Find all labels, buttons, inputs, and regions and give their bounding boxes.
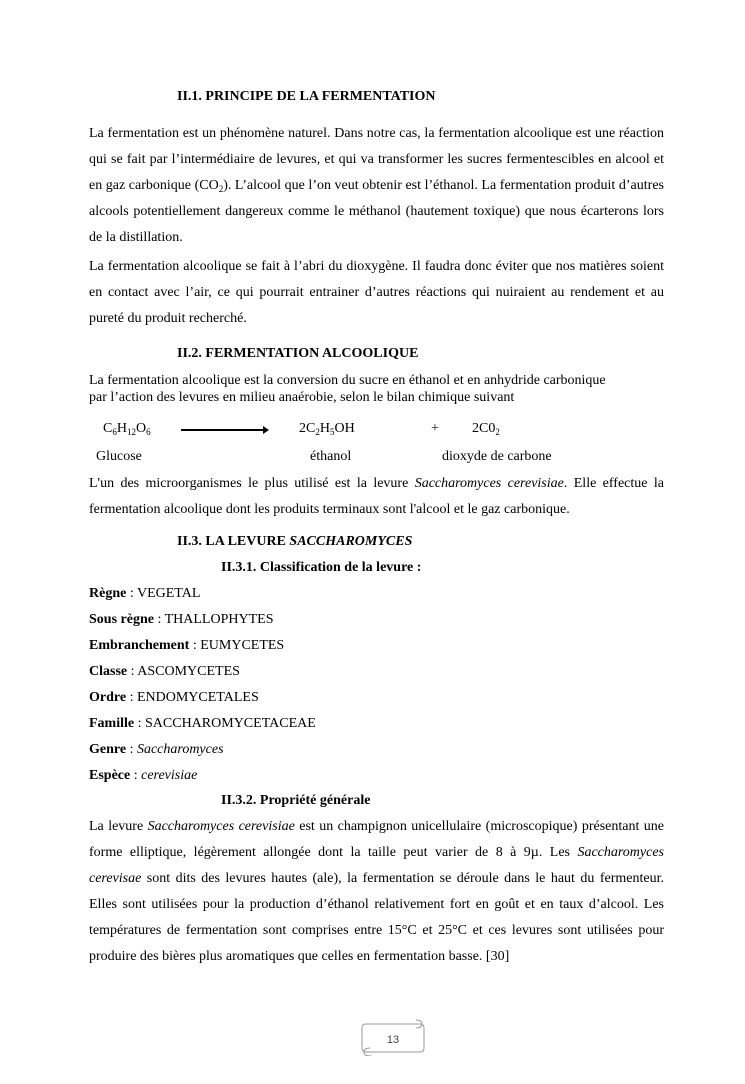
paragraph-text: La fermentation est un phénomène naturel. Dans notre cas, la fermentation alcoolique est une réaction qui se fait par l’intermédiaire de levures, et qui va transformer les sucres fermentescibles en alcool et en gaz carbonique (CO [89, 126, 664, 193]
paragraph-propriete [89, 814, 664, 970]
classification-separator: : [126, 690, 137, 705]
eq-symbol: 2C0 [472, 421, 496, 436]
classification-label: Règne [89, 586, 127, 601]
classification-label: Espèce [89, 768, 131, 783]
equation-plus: + [431, 421, 439, 436]
page-number-scroll [358, 1018, 428, 1056]
classification-value: ENDOMYCETALES [136, 690, 259, 705]
page-number: 13 [386, 1034, 400, 1046]
classification-value: THALLOPHYTES [164, 612, 274, 627]
eq-subscript: 6 [112, 427, 117, 437]
classification-separator: : [134, 716, 145, 731]
section-title-genus: SACCHAROMYCES [289, 534, 413, 549]
paragraph-fermentation-definition [89, 372, 664, 406]
classification-row-genre [89, 741, 224, 759]
eq-symbol: H [319, 421, 330, 436]
classification-value: ASCOMYCETES [137, 664, 240, 679]
paragraph-text: La fermentation alcoolique se fait à l’abri du dioxygène. Il faudra donc éviter que nos matières soient en contact avec l’air, ce qui pourrait entrainer d’autres réactions qui nuiraient au rendement et au pureté du produit recherché. [89, 259, 664, 326]
classification-row-espece [89, 767, 197, 785]
subsection-title-propriete: II.3.2. Propriété générale [221, 793, 371, 808]
classification-value: SACCHAROMYCETACEAE [145, 716, 316, 731]
classification-label: Embranchement [89, 638, 190, 653]
classification-label: Ordre [89, 690, 127, 705]
species-name: Saccharomyces cerevisae [89, 845, 664, 886]
eq-subscript: 2 [315, 427, 320, 437]
paragraph-text: est un champignon unicellulaire (microscopique) présentant une forme elliptique, légèrement allongée dont la taille peut varier de 8 à 9µ. Les [89, 819, 664, 860]
paragraph-line: par l’action des levures en milieu anaérobie, selon le bilan chimique suivant [89, 390, 515, 405]
classification-label: Famille [89, 716, 135, 731]
paragraph-microorganism [89, 471, 664, 523]
classification-row-ordre [89, 689, 259, 707]
eq-symbol: 2C [299, 421, 316, 436]
eq-subscript: 2 [495, 427, 500, 437]
paragraph-text: sont dits des levures hautes (ale), la fermentation se déroule dans le haut du fermenteur. Elles sont utilisées pour la production d’éthanol relativement fort en goût et en taux d’alcool. Les températures de fermentation sont comprises entre 15°C et 25°C et ces levures sont utilisées pour produire des bières plus aromatiques que celles en fermentation basse. [30] [89, 871, 664, 964]
classification-value: cerevisiae [141, 768, 198, 783]
eq-subscript: 6 [146, 427, 151, 437]
eq-symbol: H [116, 421, 127, 436]
eq-subscript: 12 [126, 427, 136, 437]
paragraph-text: . Elle effectue la fermentation alcoolique dont les produits terminaux sont l'alcool et le gaz carbonique. [89, 476, 664, 517]
classification-row-regne [89, 585, 200, 603]
classification-value: Saccharomyces [136, 742, 224, 757]
classification-row-sous-regne [89, 611, 273, 629]
classification-label: Sous règne [89, 612, 154, 627]
subscript: 2 [218, 184, 224, 194]
classification-row-embranchement [89, 637, 284, 655]
classification-separator: : [189, 638, 201, 653]
section-title-fermentation-alcoolique: II.2. FERMENTATION ALCOOLIQUE [177, 346, 419, 361]
classification-row-classe [89, 663, 240, 681]
classification-label: Genre [89, 742, 127, 757]
species-name: Saccharomyces cerevisiae [414, 476, 564, 491]
paragraph-principe-1 [89, 121, 664, 251]
section-title-principe: II.1. PRINCIPE DE LA FERMENTATION [177, 89, 436, 104]
paragraph-line: La fermentation alcoolique est la conversion du sucre en éthanol et en anhydride carbonique [89, 373, 606, 388]
subsection-title-classification: II.3.1. Classification de la levure : [221, 560, 422, 575]
classification-label: Classe [89, 664, 128, 679]
classification-value: EUMYCETES [200, 638, 285, 653]
eq-subscript: 5 [329, 427, 335, 437]
paragraph-text: La levure [89, 819, 148, 834]
paragraph-text: ). L’alcool que l’on veut obtenir est l’éthanol. La fermentation produit d’autres alcools potentiellement dangereux comme le méthanol (hautement toxique) que nous écarterons lors de la distillation. [89, 178, 664, 245]
classification-value: VEGETAL [136, 586, 201, 601]
classification-separator: : [127, 664, 138, 679]
section-title-levure [177, 534, 412, 550]
species-name: Saccharomyces cerevisiae [147, 819, 295, 834]
equation-product-co2 [472, 421, 500, 437]
paragraph-principe-2 [89, 254, 664, 332]
classification-separator: : [153, 612, 165, 627]
equation-product-ethanol [299, 421, 355, 437]
classification-separator: : [126, 586, 137, 601]
eq-symbol: OH [334, 421, 355, 436]
eq-symbol: C [103, 421, 113, 436]
equation-label-co2: dioxyde de carbone [442, 449, 552, 464]
section-title-text: II.3. LA LEVURE [177, 534, 290, 549]
equation-reactant [103, 421, 151, 437]
paragraph-text: L'un des microorganismes le plus utilisé est la levure [89, 476, 415, 491]
eq-symbol: O [135, 421, 147, 436]
classification-separator: : [130, 768, 142, 783]
equation-label-glucose: Glucose [96, 449, 142, 464]
equation-label-ethanol: éthanol [310, 449, 352, 464]
classification-row-famille [89, 715, 316, 733]
classification-separator: : [126, 742, 137, 757]
reaction-arrow-icon [181, 429, 267, 431]
